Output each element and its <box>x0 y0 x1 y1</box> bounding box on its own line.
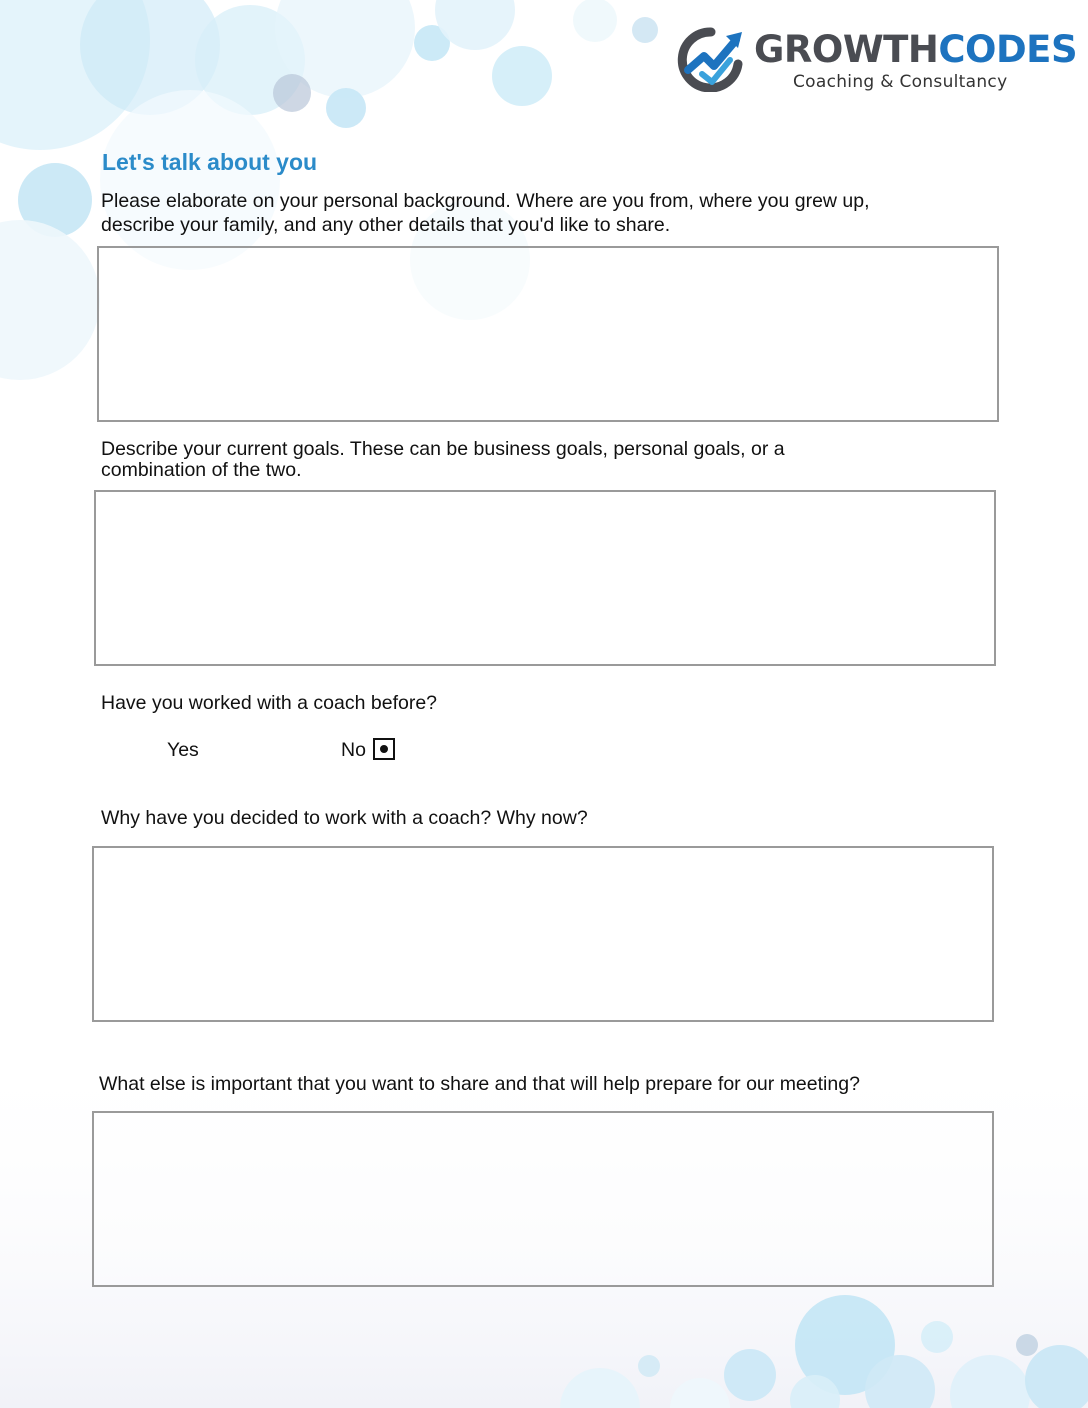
goals-answer-field[interactable] <box>94 490 996 666</box>
company-logo <box>676 24 1078 94</box>
question-2-line-2: combination of the two. <box>101 459 302 481</box>
brand-name-part2: CODES <box>938 28 1078 71</box>
question-1-label <box>101 189 870 237</box>
question-1-line-2: describe your family, and any other details that you'd like to share. <box>101 214 671 236</box>
option-no-label[interactable]: No <box>341 739 366 761</box>
question-2-label <box>101 439 785 481</box>
question-5-label: What else is important that you want to share and that will help prepare for our meeting? <box>99 1073 860 1095</box>
brand-name-part1: GROWTH <box>754 28 939 71</box>
option-no-radio[interactable] <box>373 738 395 760</box>
question-3-label: Have you worked with a coach before? <box>101 692 438 714</box>
background-answer-field[interactable] <box>97 246 999 422</box>
question-2-line-1: Describe your current goals. These can be business goals, personal goals, or a <box>101 438 785 460</box>
option-yes-label[interactable]: Yes <box>167 739 199 761</box>
growth-arrow-icon <box>676 26 746 92</box>
why-coach-answer-field[interactable] <box>92 846 994 1022</box>
brand-tagline: Coaching & Consultancy <box>793 72 1008 92</box>
question-4-label: Why have you decided to work with a coach? Why now? <box>101 807 588 829</box>
brand-name <box>754 30 1077 70</box>
question-1-line-1: Please elaborate on your personal background. Where are you from, where you grew up, <box>101 190 870 212</box>
radio-selected-dot <box>380 745 388 753</box>
section-title: Let's talk about you <box>102 149 318 175</box>
additional-info-answer-field[interactable] <box>92 1111 994 1287</box>
